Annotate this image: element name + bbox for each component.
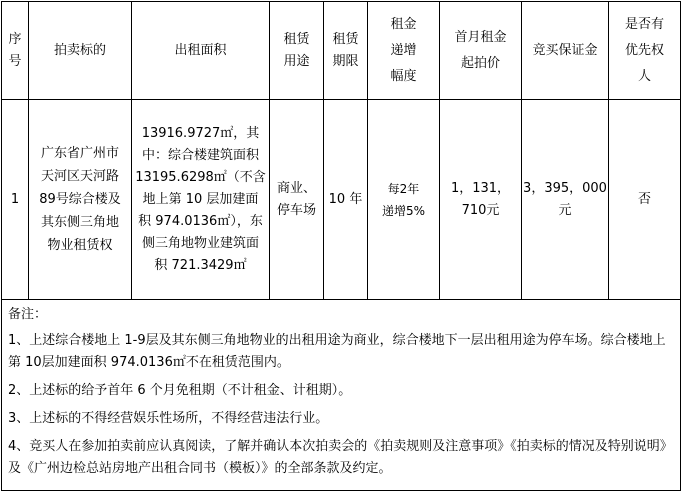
cell-priority: 否 [609,100,681,300]
notes-title: 备注： [8,307,48,322]
note-item: 3、上述标的不得经营娱乐性场所，不得经营违法行业。 [8,411,329,426]
note-item: 1、上述综合楼地上 1-9层及其东侧三角地物业的出租用途为商业，综合楼地下一层出租用途为停车场。综合楼地上第 10层加建面积 974.0136㎡不在租赁范围内。 [8,333,666,370]
table-row [2,100,681,300]
cell-increase: 每2年 递增5% [368,100,440,300]
cell-use: 商业、 停车场 [270,100,324,300]
cell-area: 13916.9727㎡，其 中：综合楼建筑面积 13195.6298㎡（不含 地上第 10 层加建面 积 974.0136㎡），东 侧三角地物业建筑面 积 721.3429㎡ [132,100,270,300]
header-seq: 序 号 [2,2,29,100]
cell-seq: 1 [2,100,29,300]
note-item: 4、竞买人在参加拍卖前应认真阅读，了解并确认本次拍卖会的《拍卖规则及注意事项》《拍卖标的情况及特别说明》及《广州边检总站房地产出租合同书（模板）》的全部条款及约定。 [8,439,673,476]
cell-first-rent: 1，131，710元 [440,100,522,300]
header-priority: 是否有 优先权 人 [609,2,681,100]
header-increase: 租金 递增 幅度 [368,2,440,100]
auction-table [1,1,681,491]
notes-cell [2,300,681,491]
header-deposit: 竞买保证金 [522,2,609,100]
notes-row [2,300,681,491]
note-item: 2、上述标的给予首年 6 个月免租期（不计租金、计租期）。 [8,383,352,398]
header-target: 拍卖标的 [29,2,132,100]
header-first-rent: 首月租金 起拍价 [440,2,522,100]
header-use: 租赁 用途 [270,2,324,100]
cell-target: 广东省广州市 天河区天河路 89号综合楼及 其东侧三角地 物业租赁权 [29,100,132,300]
cell-term: 10 年 [324,100,368,300]
header-row [2,2,681,100]
cell-deposit: 3，395，000元 [522,100,609,300]
header-area: 出租面积 [132,2,270,100]
header-term: 租赁 期限 [324,2,368,100]
